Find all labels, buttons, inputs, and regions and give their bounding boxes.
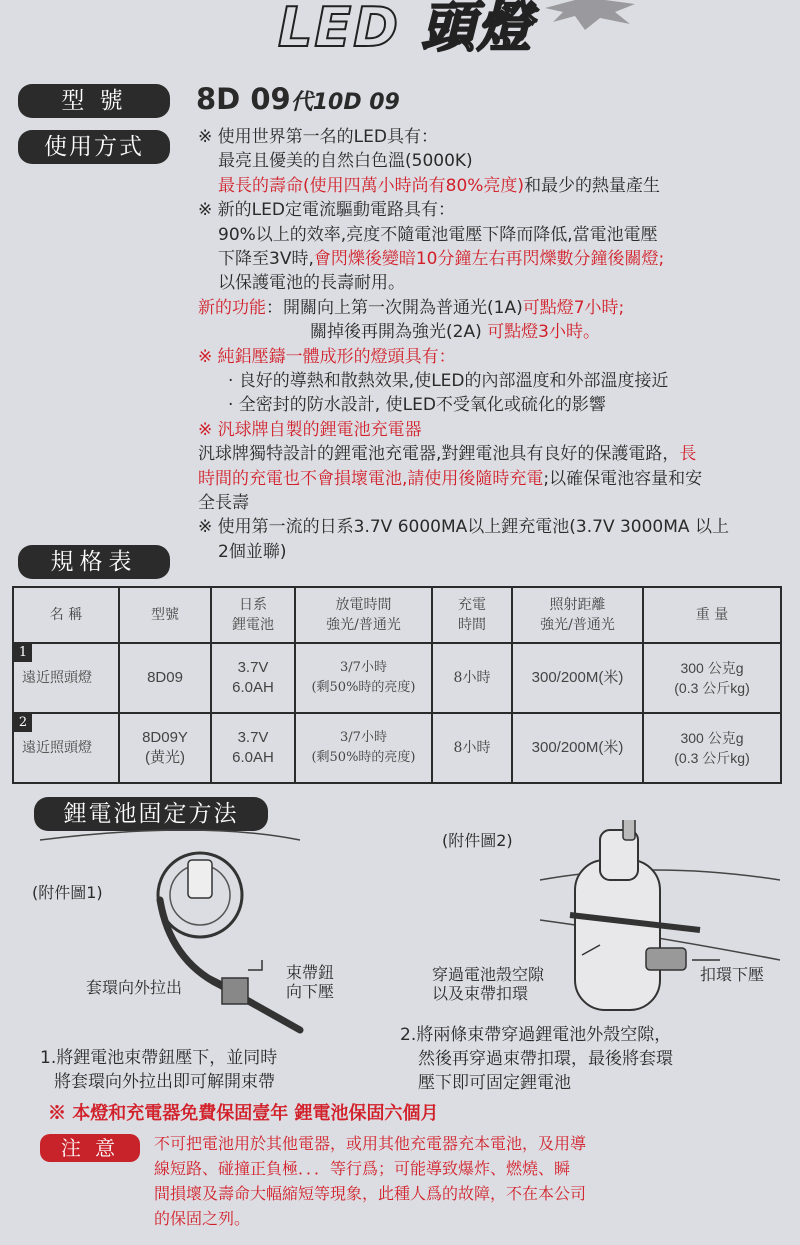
step2-line-2: 然後再穿過束帶扣環，最後將套環 [418, 1049, 673, 1069]
row2-range: 300/200M(米) [512, 713, 643, 783]
row2-charge: 8小時 [432, 713, 512, 783]
usage-text: 關掉後再開為強光(2A) [310, 322, 488, 343]
spec-table [12, 586, 782, 784]
usage-text: 和最少的熱量產生 [524, 175, 661, 196]
model-alt: 代10D 09 [290, 90, 400, 115]
row2-name: 遠近照頭燈 [22, 740, 92, 756]
battery-fix-label: 鋰電池固定方法 [34, 797, 268, 831]
usage-highlight-text: 時間的充電也不會損壞電池,請使用後隨時充電 [198, 468, 544, 489]
header-battery: 日系 鋰電池 [211, 587, 295, 643]
fig2-buckle [646, 948, 686, 970]
usage-text: 以保護電池的長壽耐用。 [218, 273, 405, 294]
usage-line [198, 126, 438, 148]
spec-header-row [13, 587, 781, 643]
usage-text: 90%以上的效率,亮度不隨電池電壓下降而降低,當電池電壓 [218, 224, 658, 245]
starburst-decoration [545, 0, 635, 30]
usage-line [198, 346, 456, 368]
caution-line-3: 間損壞及壽命大幅縮短等現象，此種人爲的故障，不在本公司 [154, 1184, 587, 1203]
row1-weight: 300 公克g (0.3 公斤kg) [643, 643, 781, 713]
header-model: 型號 [119, 587, 211, 643]
usage-highlight-text: 可點燈7小時; [522, 297, 625, 318]
usage-line [198, 297, 624, 319]
row1-discharge: 3/7小時 (剩50%時的亮度) [295, 643, 432, 713]
header-weight: 重 量 [643, 587, 781, 643]
usage-text: 最亮且優美的自然白色溫(5000K) [218, 151, 473, 172]
spec-row-2 [13, 713, 781, 783]
fig1-strap [160, 900, 300, 1030]
header-discharge: 放電時間 強光/普通光 [295, 587, 432, 643]
usage-line [218, 248, 664, 270]
spec-row-1 [13, 643, 781, 713]
row1-model: 8D09 [119, 643, 211, 713]
row1-range: 300/200M(米) [512, 643, 643, 713]
fig2-through-label-1: 穿過電池殼空隙 [432, 965, 545, 984]
usage-line [218, 150, 473, 172]
caution-line-1: 不可把電池用於其他電器，或用其他充電器充本電池，及用導 [154, 1134, 587, 1153]
usage-text: · 良好的導熱和散熱效果,使LED的內部溫度和外部溫度接近 [228, 371, 669, 391]
fig1-press-label-2: 向下壓 [286, 982, 335, 1001]
usage-text: ※ 使用第一流的日系3.7V 6000MA以上鋰充電池(3.7V 3000MA 以上 [198, 517, 729, 538]
row1-name: 遠近照頭燈 [22, 670, 92, 686]
caution-label: 注 意 [40, 1134, 140, 1162]
step1-line-2: 將套環向外拉出即可解開束帶 [54, 1072, 275, 1092]
fig2-through-label-2: 以及束帶扣環 [432, 984, 529, 1003]
usage-highlight-text: 長 [679, 444, 697, 465]
usage-text: 全長壽 [198, 493, 249, 513]
spec-label: 規格表 [18, 545, 170, 579]
usage-line [218, 272, 405, 294]
row2-weight: 300 公克g (0.3 公斤kg) [643, 713, 781, 783]
usage-highlight-text: 可點燈3小時。 [487, 322, 600, 343]
usage-text: ※ 使用世界第一名的LED具有： [198, 127, 438, 147]
usage-line [310, 321, 600, 343]
fig2-battery-body [575, 860, 660, 1010]
usage-text: 汎球牌獨特設計的鋰電池充電器,對鋰電池具有良好的保護電路， [198, 444, 680, 465]
usage-highlight-text: ※ 純鋁壓鑄一體成形的燈頭具有： [198, 346, 456, 367]
model-number [196, 82, 400, 116]
fig1-cable-line [40, 830, 300, 840]
header-name: 名 稱 [13, 587, 119, 643]
usage-label: 使用方式 [18, 130, 170, 164]
fig1-press-label-1: 束帶鈕 [286, 963, 335, 982]
usage-line [198, 492, 249, 514]
usage-text: ：開關向上第一次開為普通光(1A) [266, 297, 523, 318]
usage-line [218, 175, 660, 197]
fig2-label: (附件圖2) [442, 831, 513, 850]
warranty-notice: ※ 本燈和充電器免費保固壹年 鋰電池保固六個月 [48, 1103, 439, 1124]
row2-model: 8D09Y (黄光) [119, 713, 211, 783]
caution-line-2: 線短路、碰撞正負極．．．等行爲；可能導致爆炸、燃燒、瞬 [154, 1159, 571, 1178]
row-number-badge: 1 [14, 644, 32, 662]
usage-line [218, 224, 658, 246]
usage-highlight-text: 最長的壽命(使用四萬小時尚有80%亮度) [218, 175, 525, 196]
usage-text: ;以確保電池容量和安 [543, 468, 703, 489]
usage-line [228, 394, 606, 416]
row1-name-cell [13, 643, 119, 713]
row2-name-cell [13, 713, 119, 783]
model-main: 8D 09 [196, 82, 291, 116]
usage-highlight-text: 會閃爍後變暗10分鐘左右再閃爍數分鐘後關燈; [313, 249, 665, 269]
usage-text: ※ 新的LED定電流驅動電路具有： [198, 200, 455, 221]
step2-line-1: 2.將兩條束帶穿過鋰電池外殼空隙， [400, 1025, 672, 1045]
model-label: 型 號 [18, 84, 170, 118]
fig1-label: (附件圖1) [32, 883, 103, 902]
usage-text-block [198, 126, 788, 576]
fig2-terminal [623, 820, 635, 840]
usage-line [218, 541, 286, 563]
row2-discharge: 3/7小時 (剩50%時的亮度) [295, 713, 432, 783]
usage-text: · 全密封的防水設計, 使LED不受氧化或硫化的影響 [228, 395, 606, 416]
usage-line [198, 468, 702, 490]
header-charge: 充電 時間 [432, 587, 512, 643]
usage-text: 2個並聯) [218, 541, 287, 562]
step2-line-3: 壓下即可固定鋰電池 [418, 1073, 571, 1093]
usage-highlight-text: ※ 汎球牌自製的鋰電池充電器 [198, 419, 422, 440]
fig1-pull-label: 套環向外拉出 [86, 978, 183, 997]
step1-line-1: 1.將鋰電池束帶鈕壓下，並同時 [40, 1048, 278, 1068]
header-range: 照射距離 強光/普通光 [512, 587, 643, 643]
usage-line [228, 370, 669, 392]
usage-text: 下降至3V時, [218, 249, 314, 269]
caution-line-4: 的保固之列。 [154, 1209, 251, 1228]
row2-battery: 3.7V 6.0AH [211, 713, 295, 783]
usage-line [198, 419, 422, 441]
usage-line [198, 516, 729, 538]
battery-fix-diagram [0, 820, 800, 1040]
fig2-press-label: 扣環下壓 [700, 965, 765, 984]
row-number-badge: 2 [14, 714, 32, 732]
usage-line [198, 443, 696, 465]
usage-highlight-text: 新的功能 [198, 297, 266, 318]
page-title: LED 頭燈 [278, 0, 533, 59]
fig1-clip [188, 860, 212, 898]
row1-battery: 3.7V 6.0AH [211, 643, 295, 713]
usage-line [198, 199, 455, 221]
fig2-cable-line [540, 870, 780, 880]
fig1-buckle [222, 978, 248, 1004]
row1-charge: 8小時 [432, 643, 512, 713]
